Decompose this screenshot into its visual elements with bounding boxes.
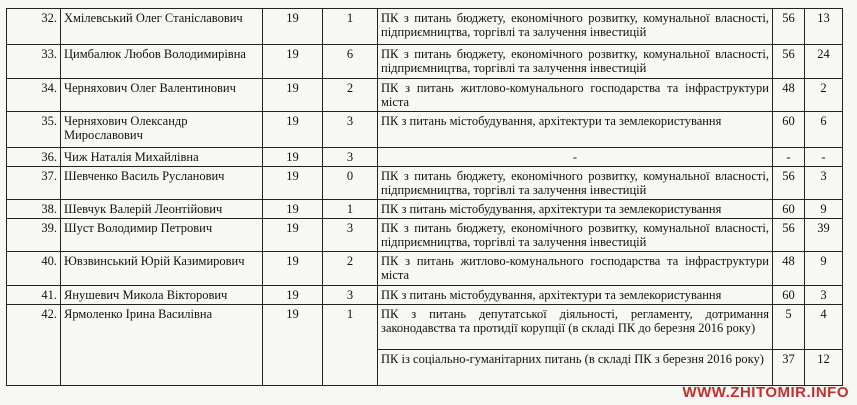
table-row	[7, 252, 843, 286]
row-number: 36.	[7, 148, 61, 167]
row-number: 33.	[7, 45, 61, 79]
deputy-name: Шевченко Василь Русланович	[61, 167, 263, 200]
committee-value-1: 48	[773, 252, 805, 286]
committee-name: ПК із соціально-гуманітарних питань (в складі ПК з березня 2016 року)	[378, 350, 773, 386]
committee-name: ПК з питань житлово-комунального господарства та інфраструктури міста	[378, 252, 773, 286]
count-a: 19	[263, 9, 323, 45]
count-a: 19	[263, 200, 323, 219]
committee-value-2: 9	[805, 200, 843, 219]
committee-value-2: 4	[805, 305, 843, 350]
deputy-name: Чиж Наталія Михайлівна	[61, 148, 263, 167]
table-row	[7, 305, 843, 350]
committee-value-1: 48	[773, 79, 805, 112]
committee-name: -	[378, 148, 773, 167]
count-a: 19	[263, 252, 323, 286]
committee-value-2: -	[805, 148, 843, 167]
committee-value-1: 60	[773, 286, 805, 305]
deputies-table	[6, 8, 843, 386]
committee-value-1: -	[773, 148, 805, 167]
committee-value-2: 39	[805, 219, 843, 252]
committee-value-2: 6	[805, 112, 843, 148]
committee-name: ПК з питань містобудування, архітектури та землекористування	[378, 200, 773, 219]
row-number: 42.	[7, 305, 61, 386]
table-row	[7, 112, 843, 148]
deputy-name: Ювзвинський Юрій Казимирович	[61, 252, 263, 286]
committee-value-1: 37	[773, 350, 805, 386]
committee-value-1: 60	[773, 112, 805, 148]
count-b: 3	[323, 148, 378, 167]
committee-value-1: 60	[773, 200, 805, 219]
row-number: 40.	[7, 252, 61, 286]
table-row	[7, 79, 843, 112]
committee-value-2: 12	[805, 350, 843, 386]
deputy-name: Шевчук Валерій Леонтійович	[61, 200, 263, 219]
committee-value-1: 56	[773, 219, 805, 252]
committee-value-1: 56	[773, 9, 805, 45]
committee-name: ПК з питань бюджету, економічного розвитку, комунальної власності, підприємництва, торгівлі та залучення інвестицій	[378, 219, 773, 252]
deputy-name: Хмілевський Олег Станіславович	[61, 9, 263, 45]
deputy-name: Шуст Володимир Петрович	[61, 219, 263, 252]
row-number: 38.	[7, 200, 61, 219]
count-a: 19	[263, 45, 323, 79]
count-a: 19	[263, 112, 323, 148]
table-row	[7, 45, 843, 79]
count-a: 19	[263, 79, 323, 112]
committee-name: ПК з питань містобудування, архітектури та землекористування	[378, 286, 773, 305]
count-b: 1	[323, 9, 378, 45]
count-a: 19	[263, 167, 323, 200]
committee-name: ПК з питань бюджету, економічного розвитку, комунальної власності, підприємництва, торгівлі та залучення інвестицій	[378, 9, 773, 45]
committee-value-1: 56	[773, 45, 805, 79]
committee-name: ПК з питань містобудування, архітектури та землекористування	[378, 112, 773, 148]
deputy-name: Черняхович Олександр Мирославович	[61, 112, 263, 148]
committee-name: ПК з питань бюджету, економічного розвитку, комунальної власності, підприємництва, торгівлі та залучення інвестицій	[378, 45, 773, 79]
committee-value-2: 2	[805, 79, 843, 112]
committee-value-2: 13	[805, 9, 843, 45]
deputy-name: Цимбалюк Любов Володимирівна	[61, 45, 263, 79]
committee-name: ПК з питань бюджету, економічного розвитку, комунальної власності, підприємництва, торгівлі та залучення інвестицій	[378, 167, 773, 200]
row-number: 35.	[7, 112, 61, 148]
committee-value-1: 5	[773, 305, 805, 350]
committee-value-1: 56	[773, 167, 805, 200]
count-b: 6	[323, 45, 378, 79]
count-b: 1	[323, 200, 378, 219]
committee-value-2: 3	[805, 286, 843, 305]
count-b: 0	[323, 167, 378, 200]
deputy-name: Черняхович Олег Валентинович	[61, 79, 263, 112]
count-b: 3	[323, 112, 378, 148]
row-number: 41.	[7, 286, 61, 305]
count-b: 3	[323, 219, 378, 252]
table-row	[7, 9, 843, 45]
row-number: 34.	[7, 79, 61, 112]
table-row	[7, 167, 843, 200]
watermark: WWW.ZHITOMIR.INFO	[682, 384, 849, 401]
committee-name: ПК з питань депутатської діяльності, регламенту, дотримання законодавства та протидії корупції (в складі ПК до березня 2016 року)	[378, 305, 773, 350]
count-a: 19	[263, 148, 323, 167]
committee-name: ПК з питань житлово-комунального господарства та інфраструктури міста	[378, 79, 773, 112]
count-b: 1	[323, 305, 378, 386]
table-row	[7, 286, 843, 305]
table-row	[7, 148, 843, 167]
table-row	[7, 200, 843, 219]
count-b: 3	[323, 286, 378, 305]
row-number: 32.	[7, 9, 61, 45]
row-number: 39.	[7, 219, 61, 252]
table-row	[7, 219, 843, 252]
table-body	[7, 9, 843, 386]
committee-value-2: 24	[805, 45, 843, 79]
count-a: 19	[263, 305, 323, 386]
deputy-name: Янушевич Микола Вікторович	[61, 286, 263, 305]
committee-value-2: 3	[805, 167, 843, 200]
count-a: 19	[263, 286, 323, 305]
row-number: 37.	[7, 167, 61, 200]
count-b: 2	[323, 252, 378, 286]
count-a: 19	[263, 219, 323, 252]
count-b: 2	[323, 79, 378, 112]
deputy-name: Ярмоленко Ірина Василівна	[61, 305, 263, 386]
committee-value-2: 9	[805, 252, 843, 286]
